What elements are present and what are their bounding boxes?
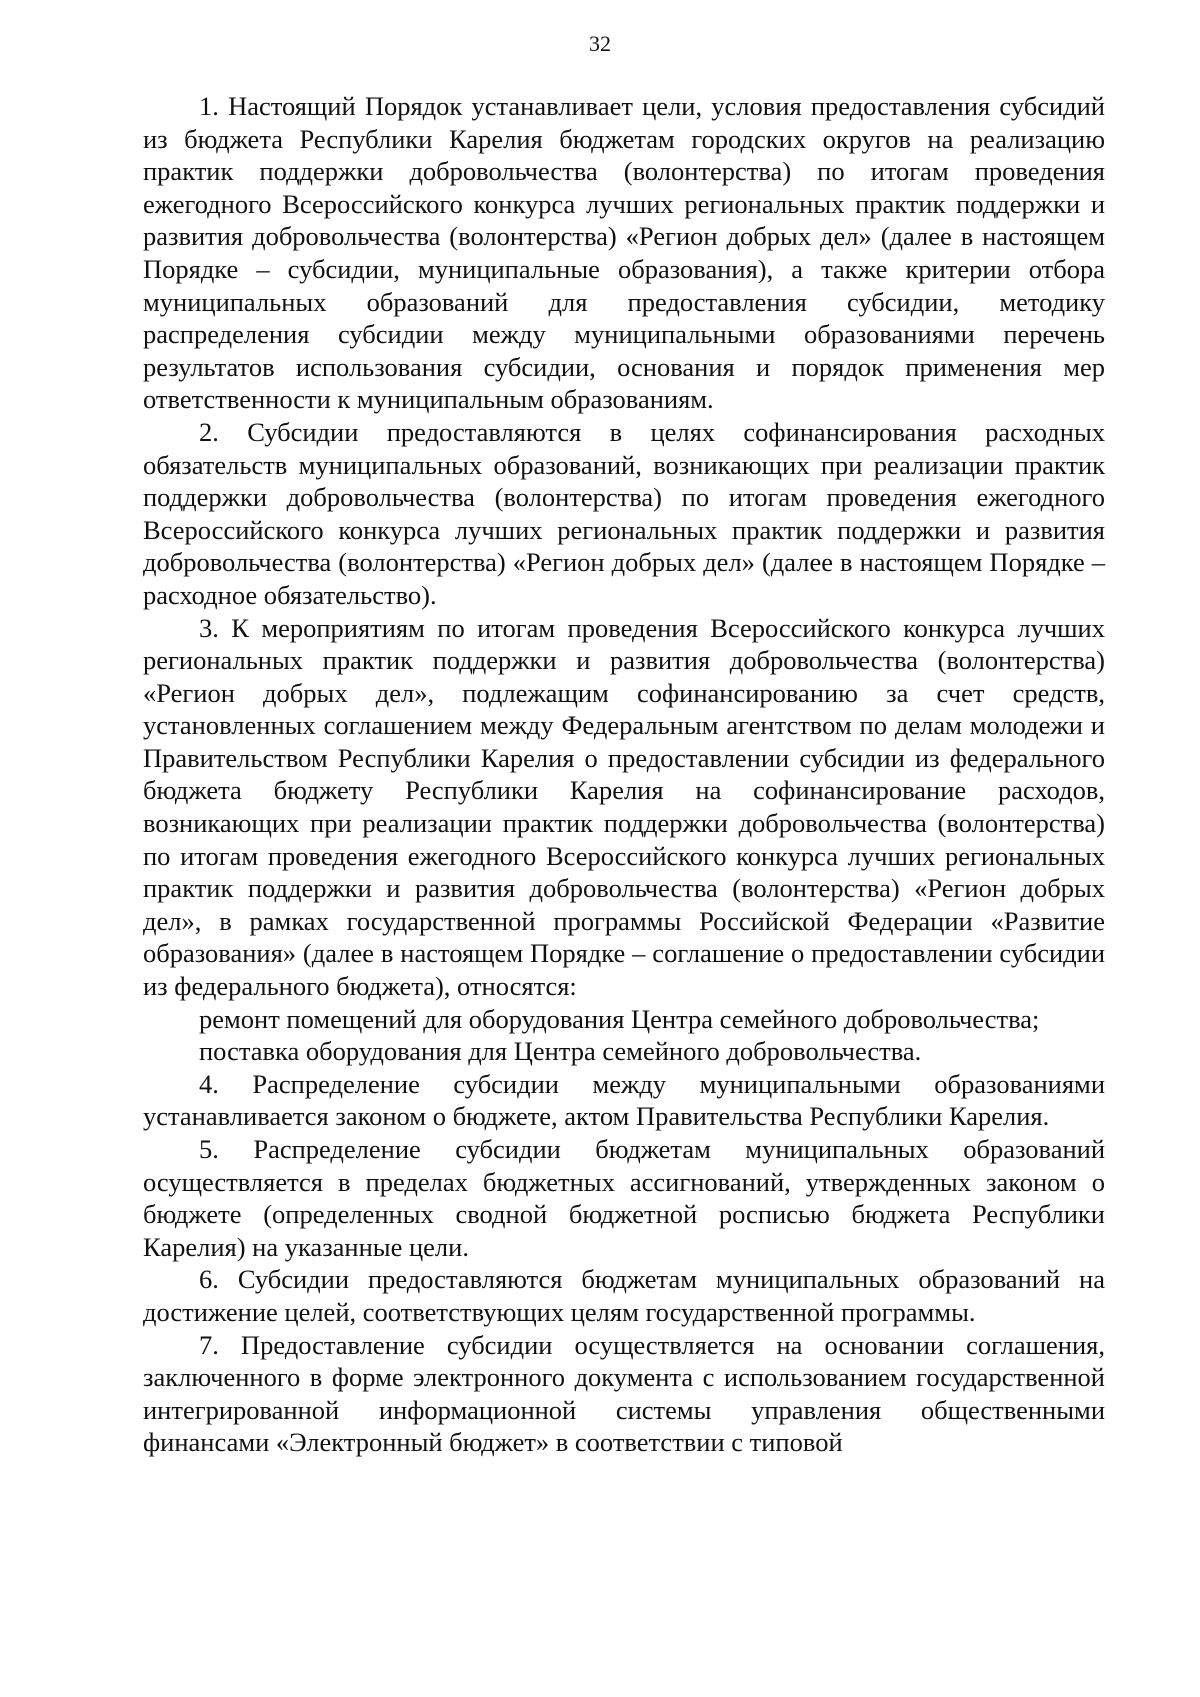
list-item-equipment: поставка оборудования для Центра семейного добровольчества. xyxy=(199,1036,922,1067)
paragraph-7: 7. Предоставление субсидии осуществляется на основании соглашения, заключенного в форме электронного документа с использованием государственной интегрированной информационной системы управления общественными финансами «Электронный бюджет» в соответствии с типовой xyxy=(143,1329,1105,1458)
paragraph-4: 4. Распределение субсидии между муниципальными образованиями устанавливается законом о бюджете, актом Правительства Республики Карелия. xyxy=(143,1068,1105,1132)
paragraph-3: 3. К мероприятиям по итогам проведения Всероссийского конкурса лучших региональных практик поддержки и развития добровольчества (волонтерства) «Регион добрых дел», подлежащим софинансированию за счет средств, установленных соглашением между Федеральным агентством по делам молодежи и Правительством Республики Карелия о предоставлении субсидии из федерального бюджета бюджету Республики Карелия на софинансирование расходов, возникающих при реализации практик поддержки добровольчества (волонтерства) по итогам проведения ежегодного Всероссийского конкурса лучших региональных практик поддержки и развития добровольчества (волонтерства) «Регион добрых дел», в рамках государственной программы Российской Федерации «Развитие образования» (далее в настоящем Порядке – соглашение о предоставлении субсидии из федерального бюджета), относятся: xyxy=(143,612,1105,1002)
list-item-repair: ремонт помещений для оборудования Центра семейного добровольчества; xyxy=(199,1003,1040,1034)
paragraph-6: 6. Субсидии предоставляются бюджетам муниципальных образований на достижение целей, соответствующих целям государственной программы. xyxy=(143,1264,1105,1327)
document-body xyxy=(143,90,1105,1459)
page-number: 32 xyxy=(589,31,611,56)
paragraph-2: 2. Субсидии предоставляются в целях софинансирования расходных обязательств муниципальных образований, возникающих при реализации практик поддержки добровольчества (волонтерства) по итогам проведения ежегодного Всероссийского конкурса лучших региональных практик поддержки и развития добровольчества (волонтерства) «Регион добрых дел» (далее в настоящем Порядке – расходное обязательство). xyxy=(143,416,1105,610)
paragraph-5: 5. Распределение субсидии бюджетам муниципальных образований осуществляется в пределах бюджетных ассигнований, утвержденных законом о бюджете (определенных сводной бюджетной росписью бюджета Республики Карелия) на указанные цели. xyxy=(143,1134,1105,1262)
paragraph-1: 1. Настоящий Порядок устанавливает цели, условия предоставления субсидий из бюджета Республики Карелия бюджетам городских округов на реализацию практик поддержки добровольчества (волонтерства) по итогам проведения ежегодного Всероссийского конкурса лучших региональных практик поддержки и развития добровольчества (волонтерства) «Регион добрых дел» (далее в настоящем Порядке – субсидии, муниципальные образования), а также критерии отбора муниципальных образований для предоставления субсидии, методику распределения субсидии между муниципальными образованиями перечень результатов использования субсидии, основания и порядок применения мер ответственности к муниципальным образованиям. xyxy=(143,91,1105,415)
